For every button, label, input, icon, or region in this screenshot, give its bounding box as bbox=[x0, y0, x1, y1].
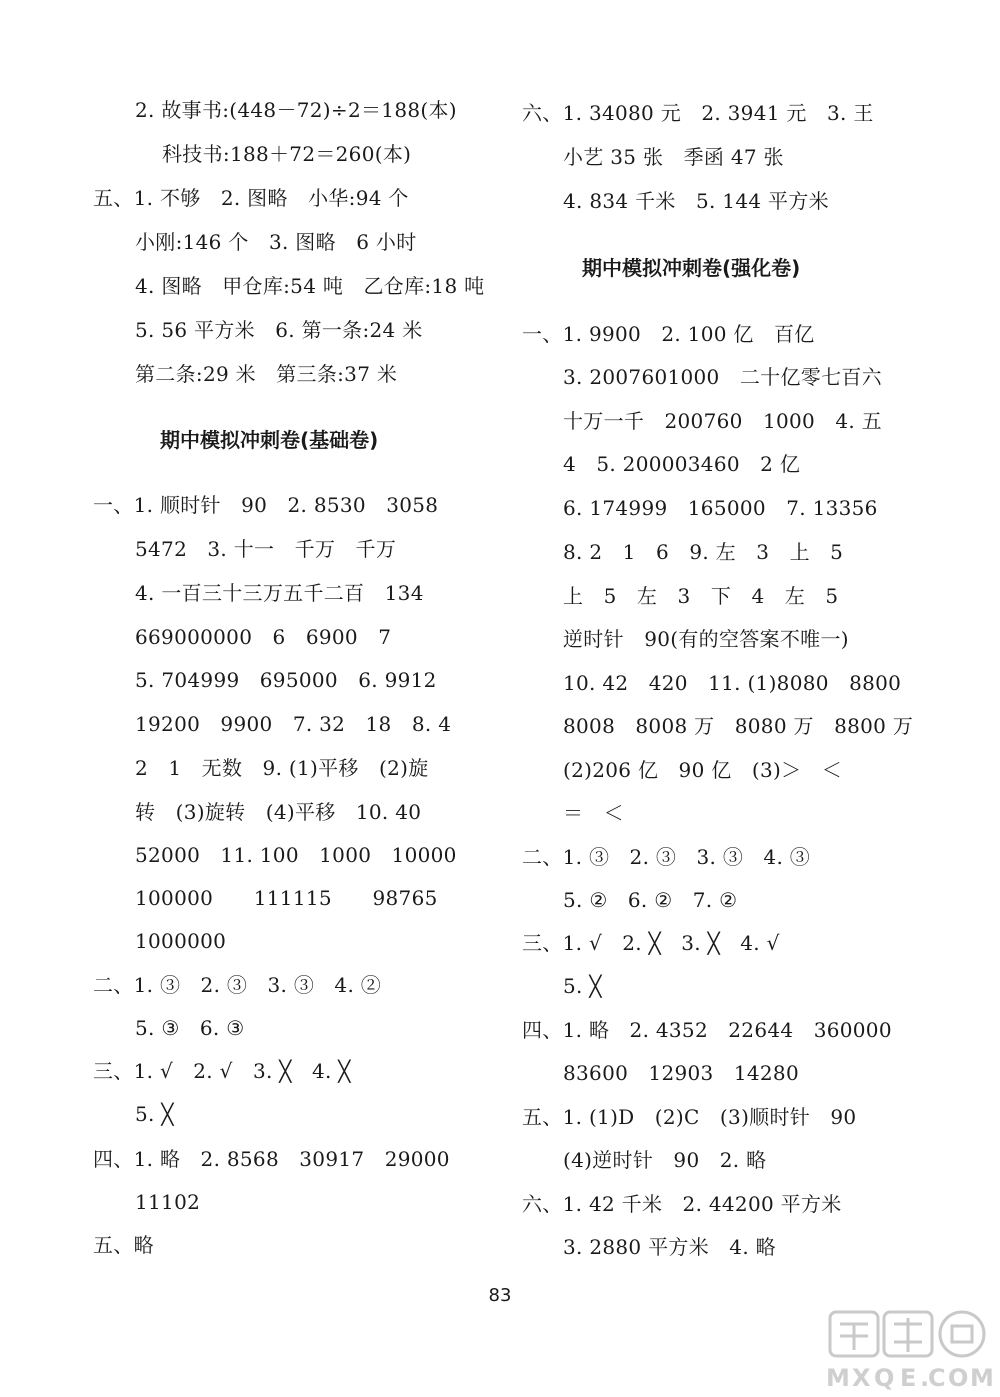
answer-line: 小刚:146 个 3. 图略 6 小时 bbox=[135, 230, 417, 254]
answer-line: 5. 704999 695000 6. 9912 bbox=[135, 668, 437, 692]
answer-line: 五、略 bbox=[93, 1233, 154, 1257]
answer-line: 100000 111115 98765 bbox=[135, 886, 438, 910]
answer-line: 5. ③ 6. ③ bbox=[135, 1016, 245, 1040]
page-number: 83 bbox=[488, 1285, 512, 1306]
answer-line: 6. 174999 165000 7. 13356 bbox=[563, 496, 878, 520]
svg-text:.: . bbox=[920, 1364, 930, 1392]
answer-line: 19200 9900 7. 32 18 8. 4 bbox=[135, 712, 452, 736]
svg-text:Q: Q bbox=[874, 1364, 895, 1392]
answer-line: 52000 11. 100 1000 10000 bbox=[135, 843, 457, 867]
answer-line: 三、1. √ 2. √ 3. ╳ 4. ╳ bbox=[93, 1059, 351, 1083]
answer-line: 二、1. ③ 2. ③ 3. ③ 4. ③ bbox=[522, 845, 811, 869]
answer-line: 第二条:29 米 第三条:37 米 bbox=[135, 362, 398, 386]
answer-line: (2)206 亿 90 亿 (3)＞ ＜ bbox=[563, 758, 842, 782]
answer-line: 四、1. 略 2. 4352 22644 360000 bbox=[522, 1018, 892, 1042]
answer-line: 2. 故事书:(448－72)÷2＝188(本) bbox=[135, 98, 457, 122]
svg-text:M: M bbox=[826, 1364, 850, 1392]
answer-line: 5. ╳ bbox=[135, 1102, 174, 1126]
answer-line: 一、1. 9900 2. 100 亿 百亿 bbox=[522, 322, 815, 346]
answer-line: ＝ ＜ bbox=[563, 801, 624, 825]
answer-line: 2 1 无数 9. (1)平移 (2)旋 bbox=[135, 756, 429, 780]
answer-line: 小艺 35 张 季函 47 张 bbox=[563, 145, 784, 169]
answer-line: 一、1. 顺时针 90 2. 8530 3058 bbox=[93, 493, 439, 517]
answer-line: 669000000 6 6900 7 bbox=[135, 625, 392, 649]
answer-line: 8008 8008 万 8080 万 8800 万 bbox=[563, 714, 914, 738]
svg-text:M: M bbox=[970, 1364, 992, 1392]
answer-line: 83600 12903 14280 bbox=[563, 1061, 799, 1085]
watermark-logo bbox=[822, 1306, 992, 1392]
answer-line: 10. 42 420 11. (1)8080 8800 bbox=[563, 671, 902, 695]
section-heading-basic: 期中模拟冲刺卷(基础卷) bbox=[160, 428, 379, 452]
answer-line: 科技书:188＋72＝260(本) bbox=[162, 142, 412, 166]
answer-line: 11102 bbox=[135, 1190, 201, 1214]
answer-line: 3. 2007601000 二十亿零七百六 bbox=[563, 365, 882, 389]
answer-line: 三、1. √ 2. ╳ 3. ╳ 4. √ bbox=[522, 931, 780, 955]
answer-line: (4)逆时针 90 2. 略 bbox=[563, 1148, 767, 1172]
answer-line: 4. 834 千米 5. 144 平方米 bbox=[563, 189, 829, 213]
answer-line: 4 5. 200003460 2 亿 bbox=[563, 452, 801, 476]
answer-line: 五、1. 不够 2. 图略 小华:94 个 bbox=[93, 186, 409, 210]
answer-line: 1000000 bbox=[135, 929, 227, 953]
answer-line: 3. 2880 平方米 4. 略 bbox=[563, 1235, 776, 1259]
answer-line: 5. 56 平方米 6. 第一条:24 米 bbox=[135, 318, 423, 342]
answer-line: 五、1. (1)D (2)C (3)顺时针 90 bbox=[522, 1105, 857, 1129]
answer-line: 5. ╳ bbox=[563, 974, 602, 998]
answer-line: 十万一千 200760 1000 4. 五 bbox=[563, 409, 882, 433]
svg-text:O: O bbox=[948, 1364, 969, 1392]
answer-line: 六、1. 34080 元 2. 3941 元 3. 王 bbox=[522, 101, 874, 125]
answer-line: 六、1. 42 千米 2. 44200 平方米 bbox=[522, 1192, 842, 1216]
answer-line: 逆时针 90(有的空答案不唯一) bbox=[563, 627, 849, 651]
answer-line: 上 5 左 3 下 4 左 5 bbox=[563, 584, 839, 608]
answer-line: 5472 3. 十一 千万 千万 bbox=[135, 537, 397, 561]
answer-line: 8. 2 1 6 9. 左 3 上 5 bbox=[563, 540, 844, 564]
section-heading-advanced: 期中模拟冲刺卷(强化卷) bbox=[582, 256, 801, 280]
answer-line: 5. ② 6. ② 7. ② bbox=[563, 888, 738, 912]
answer-line: 四、1. 略 2. 8568 30917 29000 bbox=[93, 1147, 450, 1171]
answer-line: 4. 图略 甲仓库:54 吨 乙仓库:18 吨 bbox=[135, 274, 485, 298]
svg-text:X: X bbox=[852, 1364, 871, 1392]
answer-line: 4. 一百三十三万五千二百 134 bbox=[135, 581, 424, 605]
svg-text:E: E bbox=[900, 1364, 917, 1392]
answer-line: 二、1. ③ 2. ③ 3. ③ 4. ② bbox=[93, 973, 382, 997]
svg-text:C: C bbox=[928, 1364, 946, 1392]
answer-line: 转 (3)旋转 (4)平移 10. 40 bbox=[135, 800, 422, 824]
